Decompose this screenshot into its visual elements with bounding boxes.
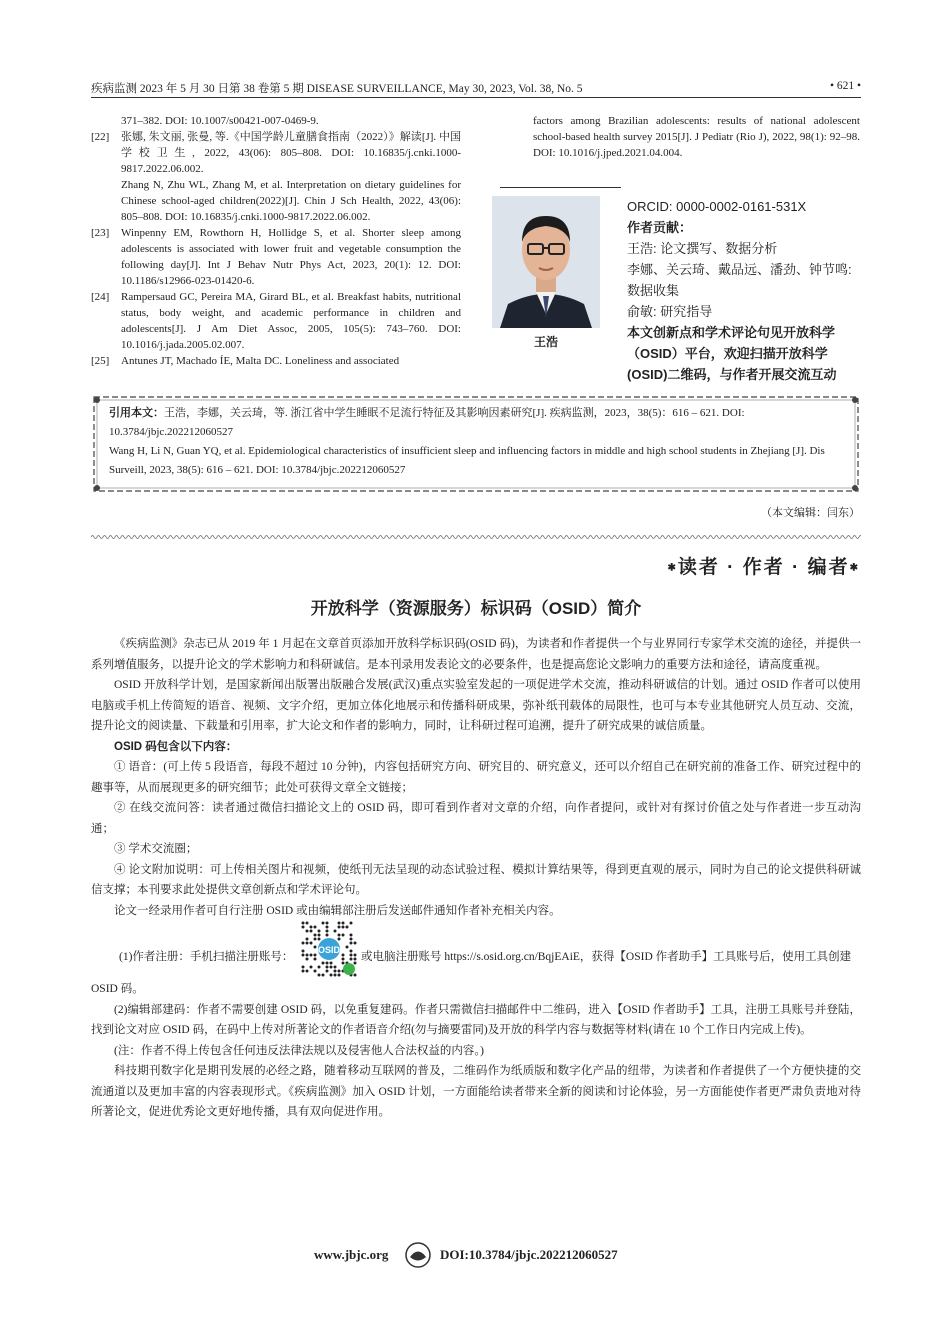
author-portrait-image: [492, 196, 600, 328]
reference-number: [25]: [91, 355, 110, 367]
paragraph: 论文一经录用作者可自行注册 OSID 或由编辑部注册后发送邮件通知作者补充相关内容。: [114, 904, 561, 917]
reference-item: [91, 225, 461, 289]
registration-text: 或电脑注册账号 https://s.osid.org.cn/BqjEAiE，获得【OSID 作者助手】工具账号后，使用工具创建: [361, 951, 852, 963]
journal-header: 疾病监测 2023 年 5 月 30 日第 38 卷第 5 期 DISEASE SURVEILLANCE, May 30, 2023, Vol. 38, No. 5: [91, 83, 583, 95]
contribution-line: 俞敏: 研究指导: [627, 304, 713, 319]
list-item: ② 在线交流问答：读者通过微信扫描论文上的 OSID 码，即可看到作者对文章的介绍，向作者提问，或针对有探讨价值之处与作者进一步互动沟通；: [91, 802, 861, 835]
editor-note: （本文编辑：闫东）: [761, 507, 860, 519]
reference-text: Winpenny EM, Rowthorn H, Hollidge S, et al. Shorter sleep among adolescents is associated with lower fruit and vegetable consumption the following day[J]. Int J Behav Nutr Phys Act, 2023, 20(1): 12. DOI: 10.1186/s12966-023-01420-6.: [121, 227, 461, 287]
paragraph: 科技期刊数字化是期刊发展的必经之路，随着移动互联网的普及，二维码作为纸质版和数字化产品的纽带，为读者和作者提供了一个方便快捷的交流通道以及更加丰富的内容表现形式。《疾病监测》加入 OSID 计划，一方面能给读者带来全新的阅读和讨论体验，另一方面能使作者更严肃负责地对待所著论文，促进优秀论文更好地传播，具有双向促进作用。: [91, 1065, 861, 1118]
subheading: OSID 码包含以下内容：: [114, 740, 238, 753]
article-title: 开放科学（资源服务）标识码（OSID）简介: [310, 599, 642, 618]
footer-doi: DOI:10.3784/jbjc.202212060527: [440, 1247, 618, 1262]
reference-item: [91, 289, 461, 353]
paragraph: (注：作者不得上传包含任何违反法律法规以及侵害他人合法权益的内容。): [114, 1044, 484, 1057]
journal-logo-icon: [403, 1240, 433, 1270]
svg-text:OSID: OSID: [317, 945, 341, 955]
author-photo: [492, 196, 600, 328]
reference-text: 371–382. DOI: 10.1007/s00421-007-0469-9.: [121, 115, 319, 127]
reference-number: [24]: [91, 291, 110, 303]
wavy-divider: [91, 533, 861, 541]
reference-text: Zhang N, Zhu WL, Zhang M, et al. Interpretation on dietary guidelines for Chinese school-aged children(2022)[J]. Chin J Sch Health, 2022, 43(06): 805–808. DOI: 10.16835/j.cnki.1000-9817.2022.06.002.: [121, 179, 461, 223]
reference-number: [23]: [91, 227, 110, 239]
website-link[interactable]: www.jbjc.org: [314, 1247, 389, 1262]
section-tag: [667, 552, 860, 579]
citation-cn: 王浩，李娜，关云琦，等. 浙江省中学生睡眠不足流行特征及其影响因素研究[J]. 疾病监测，2023，38(5)：616 – 621. DOI: 10.3784/jbjc.202212060527: [109, 407, 745, 438]
list-item: ③ 学术交流圈；: [114, 843, 198, 855]
list-item: ① 语音：(可上传 5 段语音，每段不超过 10 分钟)，内容包括研究方向、研究目的、研究意义，还可以介绍自己在研究前的准备工作、研究过程中的趣事等，从而展现更多的研究细节；此处可获得文章全文链接；: [91, 761, 861, 794]
osid-qr-code[interactable]: [301, 921, 357, 977]
page-footer: [0, 1240, 950, 1270]
reference-text: Antunes JT, Machado ÍE, Malta DC. Loneliness and associated: [121, 355, 400, 367]
running-header: [91, 78, 861, 98]
paragraph: OSID 码。: [91, 983, 144, 995]
reference-text: 张娜, 朱文丽, 张曼, 等.《中国学龄儿童膳食指南（2022）》解读[J]. 中国学校卫生, 2022, 43(06): 805–808. DOI: 10.16835/j.cnki.1000-9817.2022.06.002.: [121, 131, 461, 175]
references-right-column: [503, 113, 860, 161]
paragraph: 《疾病监测》杂志已从 2019 年 1 月起在文章首页添加开放科学标识码(OSID 码)，为读者和作者提供一个与业界同行专家学术交流的途径，并提供一系列增值服务，以提升论文的学术影响力和科研诚信。是本刊录用发表论文的必要条件，也是提高您论文影响力的重要方法和途径，请高度重视。: [91, 638, 861, 671]
osid-note: 本文创新点和学术评论句见开放科学（OSID）平台，欢迎扫描开放科学(OSID)二维码，与作者开展交流互动: [627, 325, 837, 382]
citation-text: [109, 404, 847, 480]
orcid: ORCID: 0000-0002-0161-531X: [627, 199, 807, 214]
article-body: [91, 634, 861, 1123]
list-item: ④ 论文附加说明：可上传相关图片和视频，使纸刊无法呈现的动态试验过程、模拟计算结果等，得到更直观的展示，同时为自己的论文提供科研诚信支撑；本刊要求此处提供文章创新点和学术评论句。: [91, 863, 861, 896]
registration-line: [91, 921, 861, 979]
paragraph: OSID 开放科学计划，是国家新闻出版署出版融合发展(武汉)重点实验室发起的一项促进学术交流，推动科研诚信的计划。通过 OSID 作者可以使用电脑或手机上传简短的语音、视频、文字介绍，更加立体化地展示和传播科研成果，弥补纸刊载体的局限性，也可与本专业其他研究人员互动、交流，提升论文的阅读量、下载量和引用率，扩大论文和作者的影响力，同时，让科研过程可追溯，提升了研究成果的诚信质量。: [91, 679, 861, 732]
citation-box: [91, 394, 861, 494]
references-left-column: [91, 113, 461, 369]
photo-caption: 王浩: [533, 335, 558, 349]
section-tag-text: 读者 · 作者 · 编者: [677, 557, 850, 578]
citation-label: 引用本文：: [109, 407, 164, 419]
citation-en: Wang H, Li N, Guan YQ, et al. Epidemiological characteristics of insufficient sleep and influencing factors in middle and high school students in Zhejiang [J]. Dis Surveill, 2023, 38(5): 616 – 621. DOI: 10.3784/jbjc.202212060527: [109, 445, 825, 476]
reference-item: [91, 353, 461, 369]
contribution-title: 作者贡献：: [627, 220, 693, 235]
reference-item: [91, 129, 461, 225]
contribution-line: 李娜、关云琦、戴品远、潘劲、钟节鸣: 数据收集: [627, 262, 852, 298]
reference-text: Rampersaud GC, Pereira MA, Girard BL, et al. Breakfast habits, nutritional status, body weight, and academic performance in children and adolescents[J]. J Am Diet Assoc, 2005, 105(5): 743–760. DOI: 10.1016/j.jada.2005.02.007.: [121, 291, 461, 351]
star-icon: ✱: [667, 562, 678, 574]
contribution-line: 王浩: 论文撰写、数据分析: [627, 241, 778, 256]
registration-label: (1)作者注册：手机扫描注册账号：: [119, 951, 294, 963]
divider: [500, 187, 621, 188]
reference-item: [91, 113, 461, 129]
author-info: [627, 196, 863, 385]
reference-number: [22]: [91, 131, 110, 143]
reference-item: [503, 113, 860, 161]
paragraph: (2)编辑部建码：作者不需要创建 OSID 码，以免重复建码。作者只需微信扫描邮件中二维码，进入【OSID 作者助手】工具，注册工具账号并登陆，找到论文对应 OSID 码，在码中上传对所著论文的作者语音介绍(勿与摘要雷同)及开放的科学内容与数据等材料(请在 10 个工作日内完成上传)。: [91, 1003, 861, 1036]
star-icon: ✱: [849, 562, 860, 574]
reference-text: factors among Brazilian adolescents: results of national adolescent school-based health survey 2015[J]. J Pediatr (Rio J), 2022, 98(1): 92–98. DOI: 10.1016/j.jped.2021.04.004.: [533, 115, 860, 159]
page-number: • 621 •: [829, 80, 861, 92]
